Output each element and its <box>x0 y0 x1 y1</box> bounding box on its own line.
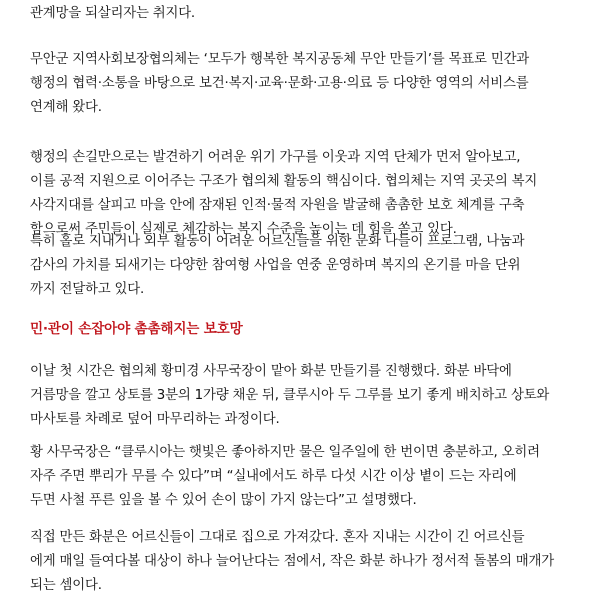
text-line: 이를 공적 지원으로 이어주는 구조가 협의체 활동의 핵심이다. 협의체는 지역 곳곳의 복지 <box>30 174 538 189</box>
text-line: 행정의 협력·소통을 바탕으로 보건·복지·교육·문화·고용·의료 등 다양한 영역의 서비스를 <box>30 76 529 91</box>
text-line: 함으로써 주민들이 실제로 체감하는 복지 수준을 높이는 데 힘을 쏟고 있다. <box>30 222 457 237</box>
section-heading: 민·관이 손잡아야 촘촘해지는 보호망 <box>30 321 243 337</box>
paragraph-intro-tail <box>30 2 582 26</box>
text-line: 까지 전달하고 있다. <box>30 282 145 297</box>
text-line: 에게 매일 들여다볼 대상이 하나 늘어난다는 점에서, 작은 화분 하나가 정서적 돌봄의 매개가 <box>30 554 554 569</box>
text-line: 되는 셈이다. <box>30 578 102 593</box>
text-line: 감사의 가치를 되새기는 다양한 참여형 사업을 연중 운영하며 복지의 온기를 마을 단위 <box>30 258 521 273</box>
text-line: 직접 만든 화분은 어르신들이 그대로 집으로 가져갔다. 혼자 지내는 시간이 긴 어르신들 <box>30 530 525 545</box>
text-line: 사각지대를 살피고 마을 안에 잠재된 인적·물적 자원을 발굴해 촘촘한 보호 체계를 구축 <box>30 198 525 213</box>
text-line: 특히 홀로 지내거나 외부 활동이 어려운 어르신들을 위한 문화 나들이 프로그램, 나눔과 <box>30 234 525 249</box>
text-line: 무안군 지역사회보장협의체는 ‘모두가 행복한 복지공동체 무안 만들기’를 목표로 민간과 <box>30 52 530 67</box>
text-line: 황 사무국장은 “클루시아는 햇빛은 좋아하지만 물은 일주일에 한 번이면 충분하고, 오히려 <box>30 445 540 460</box>
paragraph-council-role <box>30 146 582 242</box>
text-line: 거름망을 깔고 상토를 3분의 1가량 채운 뒤, 클루시아 두 그루를 보기 좋게 배치하고 상토와 <box>30 388 550 403</box>
text-line: 이날 첫 시간은 협의체 황미경 사무국장이 맡아 화분 만들기를 진행했다. 화분 바닥에 <box>30 364 512 379</box>
text-line: 연계해 왔다. <box>30 100 102 115</box>
paragraph-quote <box>30 441 582 513</box>
text-line: 행정의 손길만으로는 발견하기 어려운 위기 가구를 이웃과 지역 단체가 먼저 알아보고, <box>30 150 521 165</box>
paragraph-council-overview <box>30 48 582 120</box>
paragraph-pot-making <box>30 360 582 432</box>
text-line: 자주 주면 뿌리가 무를 수 있다”며 “실내에서도 하루 다섯 시간 이상 볕이 드는 자리에 <box>30 469 517 484</box>
text-line: 관계망을 되살리자는 취지다. <box>30 6 195 21</box>
text-line: 두면 사철 푸른 잎을 볼 수 있어 손이 많이 가지 않는다”고 설명했다. <box>30 493 417 508</box>
text-line: 마사토를 차례로 덮어 마무리하는 과정이다. <box>30 412 280 427</box>
paragraph-programs <box>30 230 582 302</box>
paragraph-closing <box>30 526 582 598</box>
